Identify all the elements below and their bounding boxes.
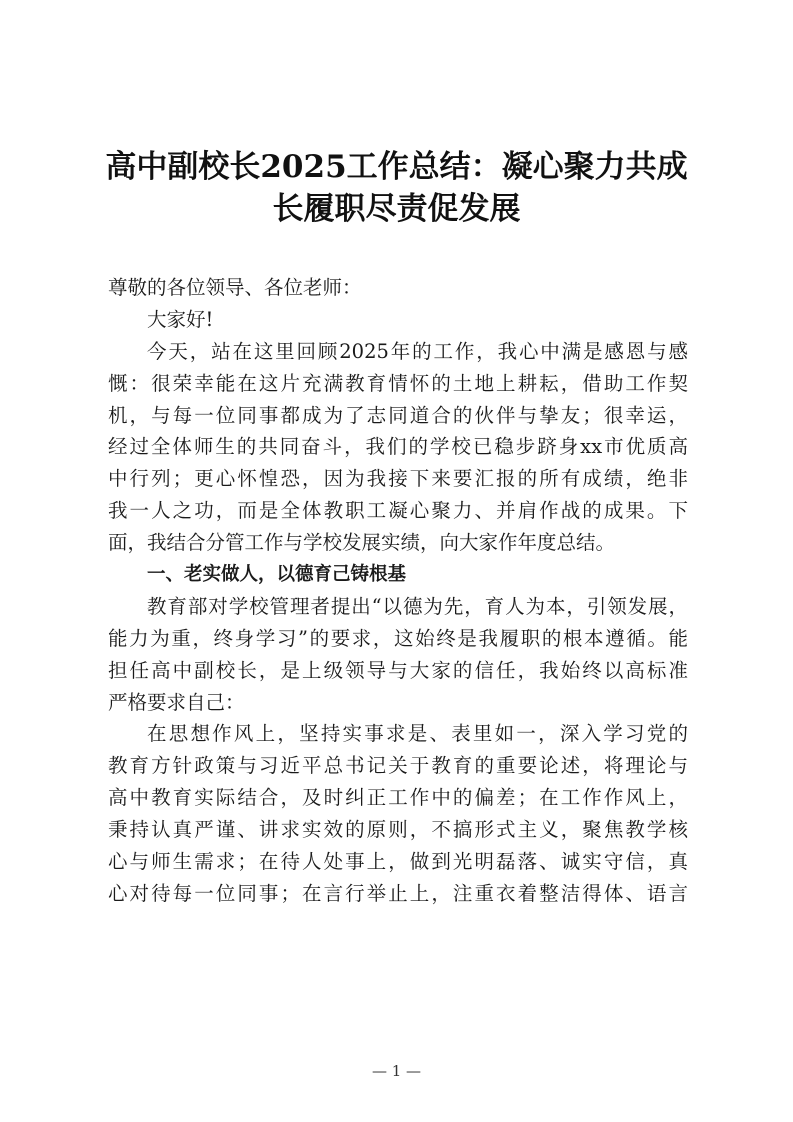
paragraph-line: 教育部对学校管理者提出“以德为先，育人为本，引领发展， xyxy=(147,594,688,618)
paragraph-line: 严格要求自己： xyxy=(108,690,245,714)
paragraph-line: 心对待每一位同事；在言行举止上，注重衣着整洁得体、语言 xyxy=(108,881,688,905)
paragraph-line: 今天，站在这里回顾2025年的工作，我心中满是感恩与感 xyxy=(147,339,688,363)
paragraph-1 xyxy=(108,336,688,559)
title-line-1: 高中副校长2025工作总结：凝心聚力共成 xyxy=(105,149,688,185)
document-title xyxy=(100,146,693,230)
paragraph-line: 担任高中副校长，是上级领导与大家的信任，我始终以高标准 xyxy=(108,658,688,682)
title-line-2: 长履职尽责促发展 xyxy=(272,191,521,227)
paragraph-line: 面，我结合分管工作与学校发展实绩，向大家作年度总结。 xyxy=(108,531,616,555)
paragraph-line: 秉持认真严谨、讲求实效的原则，不搞形式主义，聚焦教学核 xyxy=(108,818,688,842)
paragraph-2 xyxy=(108,591,688,719)
paragraph-line: 在思想作风上，坚持实事求是、表里如一，深入学习党的 xyxy=(147,722,688,746)
salutation: 尊敬的各位领导、各位老师： xyxy=(108,276,362,299)
paragraph-line: 高中教育实际结合，及时纠正工作中的偏差；在工作作风上， xyxy=(108,786,688,810)
paragraph-line: 慨：很荣幸能在这片充满教育情怀的土地上耕耘，借助工作契 xyxy=(108,371,688,395)
paragraph-line: 机，与每一位同事都成为了志同道合的伙伴与挚友；很幸运， xyxy=(108,403,688,427)
paragraph-line: 中行列；更心怀惶恐，因为我接下来要汇报的所有成绩，绝非 xyxy=(108,467,688,491)
document-body xyxy=(108,272,688,910)
paragraph-line: 经过全体师生的共同奋斗，我们的学校已稳步跻身xx市优质高 xyxy=(108,435,688,459)
page-number: — 1 — xyxy=(371,1062,422,1080)
paragraph-line: 能力为重，终身学习”的要求，这始终是我履职的根本遵循。能 xyxy=(108,626,688,650)
paragraph-line: 教育方针政策与习近平总书记关于教育的重要论述，将理论与 xyxy=(108,754,688,778)
paragraph-line: 心与师生需求；在待人处事上，做到光明磊落、诚实守信，真 xyxy=(108,850,688,874)
section-heading-1: 一、老实做人，以德育己铸根基 xyxy=(147,564,407,586)
paragraph-line: 我一人之功，而是全体教职工凝心聚力、并肩作战的成果。下 xyxy=(108,499,688,523)
paragraph-3 xyxy=(108,718,688,909)
greeting: 大家好! xyxy=(147,307,214,331)
